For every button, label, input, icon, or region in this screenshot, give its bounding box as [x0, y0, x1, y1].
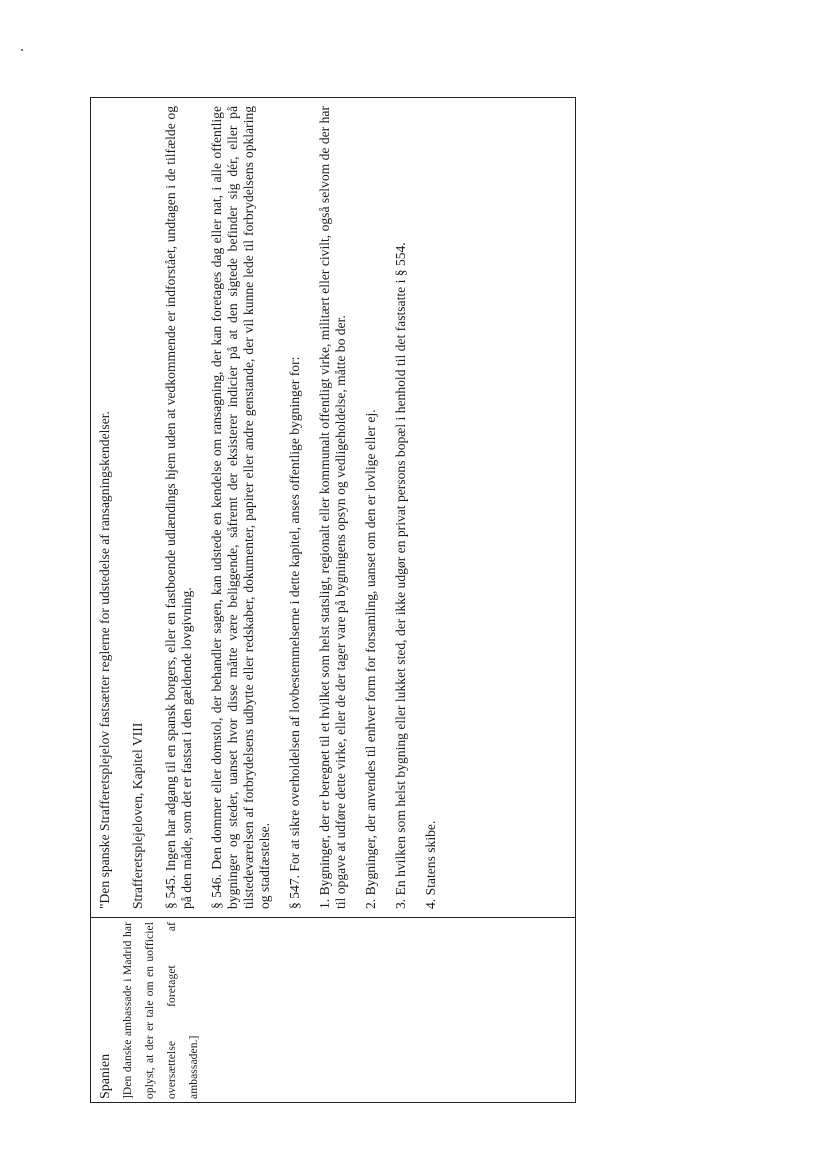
- paragraph-546: § 546. Den dommer eller domstol, der behandler sagen, kan udstede en kendelse om ransagning, der kan foretages dag eller nat, i alle offentlige bygninger og steder, uanset hvor disse måtte være beliggende, såfremt der eksisterer indicier på at den sigtede befinder sig dér, eller på tilstedeværelsen af forbrydelsens udbytte eller redskaber, dokumenter, papirer eller andre genstande, der vil kunne lede til forbrydelsens opklaring og stadfæstelse.: [209, 106, 272, 909]
- paragraph-545: § 545. Ingen har adgang til en spansk borgers, eller en fastboende udlændings hjem uden at vedkommende er indforstået, undtagen i de tilfælde og på den måde, som det er fastsat i den gældende lovgivning.: [163, 106, 194, 909]
- content-column: [91, 98, 575, 917]
- scan-speck: [21, 49, 23, 51]
- intro-paragraph: "Den spanske Strafferetsplejelov fastsætter reglerne for udstedelse af ransagningskendelser.: [97, 411, 112, 909]
- list-item-3: 3. En hvilken som helst bygning eller lukket sted, der ikke udgør en privat persons bopæl i henhold til det fastsatte i § 554.: [393, 242, 408, 909]
- country-column-rotated: [91, 918, 575, 1104]
- section-heading: Strafferetsplejeloven, Kapitel VIII: [130, 722, 145, 909]
- content-column-rotated: [91, 98, 575, 917]
- translation-note: ]Den danske ambassade i Madrid har oplyst, at der er tale om en uofficiel oversættelse foretaget af ambassaden.]: [122, 922, 200, 1099]
- list-item-1: 1. Bygninger, der er beregnet til et hvilket som helst statsligt, regionalt eller kommunalt offentligt virke, militært eller civilt, også selvom de der har til opgave at udføre dette virke, eller de der tager vare på bygningens opsyn og vedligeholdelse, måtte bo der.: [317, 106, 348, 909]
- country-name: Spanien: [98, 1053, 113, 1099]
- document-table: [90, 97, 576, 1103]
- country-column: [91, 917, 575, 1103]
- paragraph-547: § 547. For at sikre overholdelsen af lovbestemmelserne i dette kapitel, anses offentlige bygninger for:: [287, 356, 302, 909]
- list-item-4: 4. Statens skibe.: [423, 820, 438, 909]
- list-item-2: 2. Bygninger, der anvendes til enhver form for forsamling, uanset om den er lovlige eller ej.: [363, 409, 378, 909]
